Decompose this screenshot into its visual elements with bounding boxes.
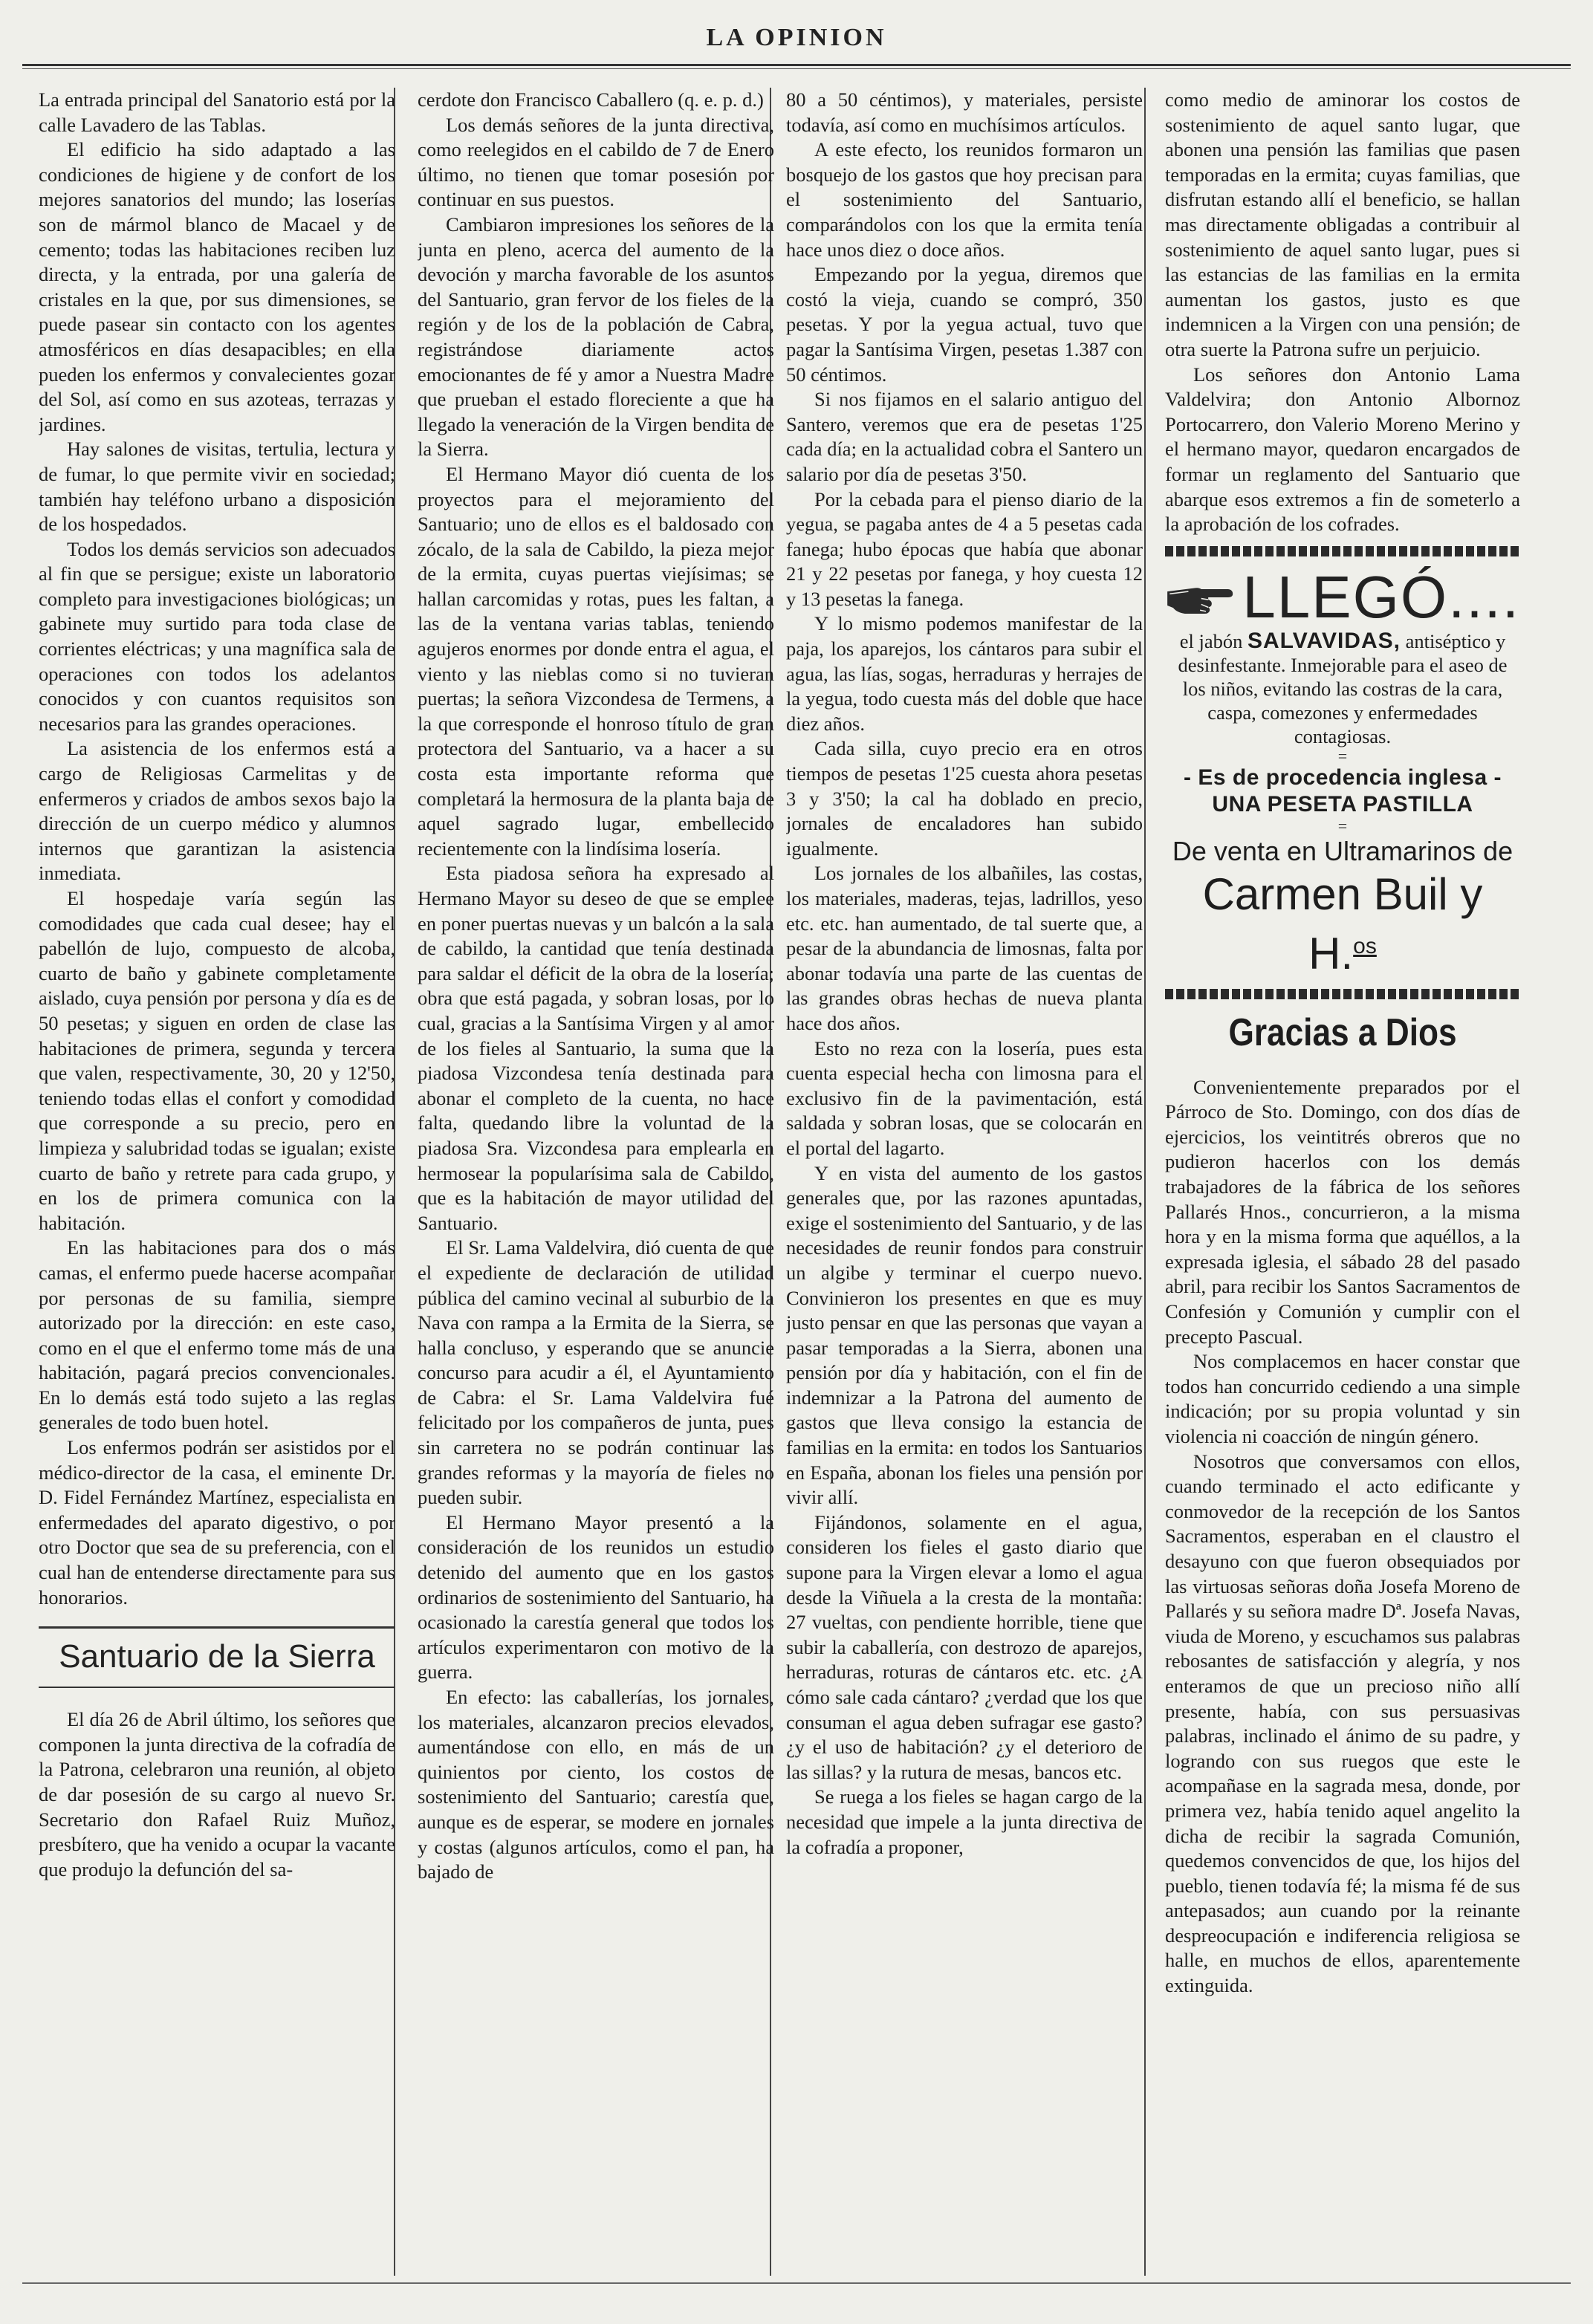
paragraph: Convenientemente preparados por el Párroco de Sto. Domingo, con dos días de ejercicios, los veintitrés obreros que no pudieron hacerlos con los demás trabajadores de la fábrica de los señores Pallarés Hnos., concurrieron, a la misma hora y en la misma forma que aquéllos, a la expresada iglesia, el sábado 28 del pasado abril, para recibir los Santos Sacramentos de Confesión y Comunión y cumplir con el precepto Pascual.	[1165, 1075, 1520, 1348]
ad-body	[1165, 629, 1520, 748]
ad-shop-sup: os	[1353, 933, 1377, 958]
ad-body-pre: el jabón	[1179, 629, 1248, 652]
section-rule	[39, 1687, 395, 1688]
paragraph: Y lo mismo podemos manifestar de la paja, los aparejos, los cántaros para subir el agua, las lías, sogas, herraduras y herrajes de la yegua, todo cuesta más del doble que hace diez años.	[786, 612, 1143, 735]
paragraph: El Hermano Mayor presentó a la consideración de los reunidos un estudio detenido del aumento que en los gastos ordinarios de sostenimiento del Santuario, ha ocasionado la carestía general que todos los artículos experimentaron con motivo de la guerra.	[418, 1510, 774, 1684]
paragraph: Los señores don Antonio Lama Valdelvira; don Antonio Albornoz Portocarrero, don Valerio Moreno Merino y el hermano mayor, quedaron encargados de formar un reglamento del Santuario que abarque esos extremos a fin de someterlo a la aprobación de los cofrades.	[1165, 363, 1520, 536]
pointing-hand-icon	[1165, 574, 1235, 621]
paragraph: Empezando por la yegua, diremos que costó la vieja, cuando se compró, 350 pesetas. Y por la yegua actual, tuvo que pagar la Santísima Virgen, pesetas 1.387 con 50 céntimos.	[786, 263, 1143, 386]
paragraph: El Sr. Lama Valdelvira, dió cuenta de que el expediente de declaración de utilidad pública del camino vecinal al suburbio de la Nava con rampa a la Ermita de la Sierra, se halla concluso, y esperando que se anuncie concurso para acudir a él, el Ayuntamiento de Cabra: el Sr. Lama Valdelvira fué felicitado por los compañeros de junta, pues sin carretera no se podrán continuar las grandes reformas y la mayoría de fieles no pueden subir.	[418, 1236, 774, 1509]
paragraph: como medio de aminorar los costos de sostenimiento de aquel santo lugar, que abonen una pensión las familias que pasen temporadas en la ermita; cuyas familias, que disfrutan estando allí el beneficio, se hallan mas directamente obligadas a contribuir al sostenimiento de aquel santo lugar, pues si las estancias de las familias en la ermita aumentan los gastos, justo es que indemnicen a la Virgen con una pensión; de otra suerte la Patrona sufre un perjuicio.	[1165, 88, 1520, 360]
ad-headline-row	[1165, 565, 1520, 629]
paragraph: El edificio ha sido adaptado a las condiciones de higiene y de confort de los mejores sanatorios del mundo; las loserías son de mármol blanco de Macael y de cemento; todas las habitaciones reciben luz directa, y la entrada, por una galería de cristales en la que, por sus dimensiones, se puede pasear sin contacto con los agentes atmosféricos en días desapacibles; en ella pueden los enfermos y convalecientes gozar del Sol, así como en sus azoteas, terrazas y jardines.	[39, 138, 395, 435]
column-3	[786, 88, 1143, 2265]
ad-sale: De venta en Ultramarinos de	[1172, 835, 1513, 866]
paragraph: Esta piadosa señora ha expresado al Hermano Mayor su deseo de que se emplee en poner puertas nuevas y un balcón a la sala de cabildo, la cantidad que tenía destinada para saldar el déficit de la obra de la losería; obra que está pagada, y sobran losas, por lo cual, gracias a la Santísima Virgen y al amor de los fieles al Santuario, la suma que la piadosa Vizcondesa tenía destinada para abonar el completo de la cuenta, no hace falta, quedando libre la voluntad de la piadosa Sra. Vizcondesa para emplearla en hermosear la popularísima sala de Cabildo, que es la habitación de mayor utilidad del Santuario.	[418, 862, 774, 1234]
ad-border-bottom	[1165, 989, 1520, 999]
ad-body-post: antiséptico y desinfestante. Inmejorable para el aseo de los niños, evitando las costras de la cara, caspa, comezones y enfermedades contagiosas.	[1178, 629, 1508, 747]
ad-headline: LLEGÓ....	[1242, 563, 1520, 630]
paragraph: Nosotros que conversamos con ellos, cuando terminado el acto edificante y conmovedor de la recepción de los Santos Sacramentos, esperaban en el claustro el desayuno con que fueron obsequiados por las virtuosas señoras doña Josefa Moreno de Pallarés y su señora madre Dª. Josefa Navas, viuda de Moreno, y escuchamos sus palabras rebosantes de satisfacción y alegría, y nos enteramos de que un precioso niño allí presente, había, con sus persuasivas palabras, inclinado el ánimo de su padre, y logrando con sus ruegos que este le acompañase en la sagrada mesa, donde, por primera vez, había tenido aquel angelito la dicha de recibir la sagrada Comunión, quedemos convencidos de que, los hijos del pueblo, tienen todavía fé; la misma fé de sus antepasados; aun cuando por la reinante despreocupación e indiferencia religiosa se halle, en muchos de ellos, aparentemente extinguida.	[1165, 1450, 1520, 1997]
ad-origin: - Es de procedencia inglesa -	[1184, 765, 1502, 790]
paragraph: La asistencia de los enfermos está a cargo de Religiosas Carmelitas y de enfermeros y criados de ambos sexos bajo la dirección de un cuerpo médico y alumnos internos que garantizan la asistencia inmediata.	[39, 737, 395, 885]
gracias-title: Gracias a Dios	[1228, 1010, 1457, 1054]
column-4	[1165, 88, 1520, 2265]
column-2	[418, 88, 774, 2265]
paragraph: El día 26 de Abril último, los señores que componen la junta directiva de la cofradía de la Patrona, celebraron una reunión, al objeto de dar posesión de su cargo al nuevo Sr. Secretario don Rafael Ruiz Muñoz, presbítero, que ha venido a ocupar la vacante que produjo la defunción del sa-	[39, 1708, 395, 1880]
paragraph: Si nos fijamos en el salario antiguo del Santero, veremos que era de pesetas 1'25 cada día; en la actualidad cobra el Santero un salario por día de pesetas 3'50.	[786, 388, 1143, 485]
paragraph: Los demás señores de la junta directiva, como reelegidos en el cabildo de 7 de Enero último, no tienen que tomar posesión por continuar en sus puestos.	[418, 113, 774, 211]
section-rule	[39, 1626, 395, 1629]
paragraph: Fijándonos, solamente en el agua, consideren los fieles el gasto diario que supone para la Virgen elevar a lomo el agua desde la Viñuela a la cresta de la montaña: 27 vueltas, con pendiente horrible, tiene que subir la caballería, con destrozo de aparejos, herraduras, roturas de cántaros etc. etc. ¿A cómo sale cada cántaro? ¿verdad que los que consuman el agua deben sufragar ese gasto? ¿y el uso de habitación? ¿y el deterioro de las sillas? y la rutura de mesas, bancos etc.	[786, 1510, 1143, 1783]
paragraph: Se ruega a los fieles se hagan cargo de la necesidad que impele a la junta directiva de la cofradía a proponer,	[786, 1785, 1143, 1858]
paragraph: En efecto: las caballerías, los jornales, los materiales, alcanzaron precios elevados, aumentándose con ello, en más de un quinientos por ciento, los costos de sostenimiento del Santuario; carestía que, aunque es de esperar, se modere en jornales y costas (algunos artículos, como el pan, ha bajado de	[418, 1686, 774, 1883]
paragraph: cerdote don Francisco Caballero (q. e. p. d.)	[418, 88, 764, 111]
ad-divider: =	[1337, 746, 1348, 765]
paragraph: Por la cebada para el pienso diario de la yegua, se pagaba antes de 4 a 5 pesetas cada fanega; hubo épocas que había que abonar 21 y 22 pesetas por fanega, y hoy cuesta 12 y 13 pesetas la fanega.	[786, 487, 1143, 610]
masthead	[22, 24, 1571, 68]
paragraph: 80 a 50 céntimos), y materiales, persiste todavía, así como en muchísimos artículos.	[786, 88, 1143, 136]
masthead-rule	[22, 64, 1571, 66]
ad-brand: SALVAVIDAS,	[1247, 628, 1401, 653]
paragraph: Cambiaron impresiones los señores de la junta en pleno, acerca del aumento de la devoción y marcha favorable de los asuntos del Santuario, gran fervor de los fieles de la región y de los de la población de Cabra, registrándose diariamente actos emocionantes de fé y amor a Nuestra Madre que prueban el estado floreciente a que ha llegado la veneración de la Virgen bendita de la Sierra.	[418, 212, 774, 461]
section-title: Santuario de la Sierra	[59, 1638, 375, 1675]
paragraph: Todos los demás servicios son adecuados al fin que se persigue; existe un laboratorio completo para investigaciones biológicas; un gabinete muy surtido para toda clase de corrientes eléctricas; y una magnífica sala de operaciones con todos los adelantos conocidos y con cuantos requisitos son necesarios para las grandes operaciones.	[39, 537, 395, 735]
newspaper-title: LA OPINION	[706, 24, 887, 51]
masthead-rule-thin	[22, 68, 1571, 69]
paragraph: La entrada principal del Sanatorio está por la calle Lavadero de las Tablas.	[39, 88, 395, 136]
paragraph: A este efecto, los reunidos formaron un bosquejo de los gastos que hoy precisan para el sostenimiento del Santuario, comparándolos con los que la ermita tenía hace unos diez o doce años.	[786, 138, 1143, 261]
bottom-rule	[22, 2282, 1571, 2284]
ad-price: UNA PESETA PASTILLA	[1212, 791, 1473, 817]
paragraph: Esto no reza con la losería, pues esta cuenta especial hecha con limosna para el exclusivo fin de la pavimentación, está saldada y sobran losas, que se colocarán en el portal del lagarto.	[786, 1036, 1143, 1159]
ad-shop	[1165, 869, 1520, 980]
paragraph: En las habitaciones para dos o más camas, el enfermo puede hacerse acompañar por personas de su familia, siempre autorizado por la dirección: en este caso, como en el que el enfermo tome más de una habitación, pagará precios convencionales. En lo demás está todo sujeto a las reglas generales de todo buen hotel.	[39, 1236, 395, 1434]
paragraph: Hay salones de visitas, tertulia, lectura y de fumar, lo que permite vivir en sociedad; también hay teléfono urbano a disposición de los hospedados.	[39, 438, 395, 536]
paragraph: Nos complacemos en hacer constar que todos han concurrido cediendo a una simple indicación; por su propia voluntad y sin violencia ni coacción de ningún género.	[1165, 1350, 1520, 1447]
ad-shop-name: Carmen Buil y H.	[1202, 869, 1483, 978]
column-1	[39, 88, 395, 2265]
ad-divider: =	[1337, 816, 1348, 835]
paragraph: Cada silla, cuyo precio era en otros tiempos de pesetas 1'25 cuesta ahora pesetas 3 y 3'50; la cal ha doblado en precio, jornales de encaladores han subido igualmente.	[786, 737, 1143, 860]
paragraph: Los enfermos podrán ser asistidos por el médico-director de la casa, el eminente Dr. D. Fidel Fernández Martínez, especialista en enfermedades del aparato digestivo, o por otro Doctor que sea de su preferencia, con el cual han de entenderse directamente para sus honorarios.	[39, 1436, 395, 1609]
paragraph: El Hermano Mayor dió cuenta de los proyectos para el mejoramiento del Santuario; uno de ellos es el baldosado con zócalo, de la sala de Cabildo, la pieza mejor de la ermita, cuyas puertas viejísimas; se hallan carcomidas y rotas, pues les faltan, a las de la ventana varias tablas, teniendo agujeros enormes por donde entra el agua, el viento y las nieblas como si no tuvieran puertas; la señora Vizcondesa de Termens, a la que corresponde el honroso título de gran protectora del Santuario, va a hacer a su costa esta importante reforma que completará la hermosura de la planta baja de aquel sagrado lugar, embellecido recientemente con la lindísima losería.	[418, 462, 774, 860]
ad-border-top	[1165, 546, 1520, 556]
paragraph: Los jornales de los albañiles, las costas, los materiales, maderas, tejas, ladrillos, yeso etc. etc. han aumentado, de tal suerte que, a pesar de la abundancia de limosnas, falta por abonar todavía una parte de las cuentas de las grandes obras hechas de nueva planta hace dos años.	[786, 862, 1143, 1034]
paragraph: Y en vista del aumento de los gastos generales que, por las razones apuntadas, exige el sostenimiento del Santuario, y de las necesidades de reunir fondos para construir un algibe y terminar el cuerpo nuevo. Convinieron los presentes en que es muy justo pensar en que las personas que vayan a pasar temporadas a la Sierra, abonen una pensión por día y habitación, con el fin de indemnizar a la Patrona del aumento de gastos que lleva consigo la estancia de familias en la ermita: en todos los Santuarios en España, abonan los fieles una pensión por vivir allí.	[786, 1161, 1143, 1509]
column-separator	[1144, 88, 1146, 2276]
paragraph: El hospedaje varía según las comodidades que cada cual desee; hay el pabellón de lujo, compuesto de alcoba, cuarto de baño y gabinete completamente aislado, cuya pensión por persona y día es de 50 pesetas; y siguen en orden de clase las habitaciones de primera, segunda y tercera que valen, respectivamente, 30, 20 y 12'50, teniendo todas ellas el confort y comodidad que corresponde a su precio, pero en limpieza y salubridad todas se igualan; existe cuarto de baño y retrete para cada grupo, y en los de primera comunica con la habitación.	[39, 887, 395, 1234]
